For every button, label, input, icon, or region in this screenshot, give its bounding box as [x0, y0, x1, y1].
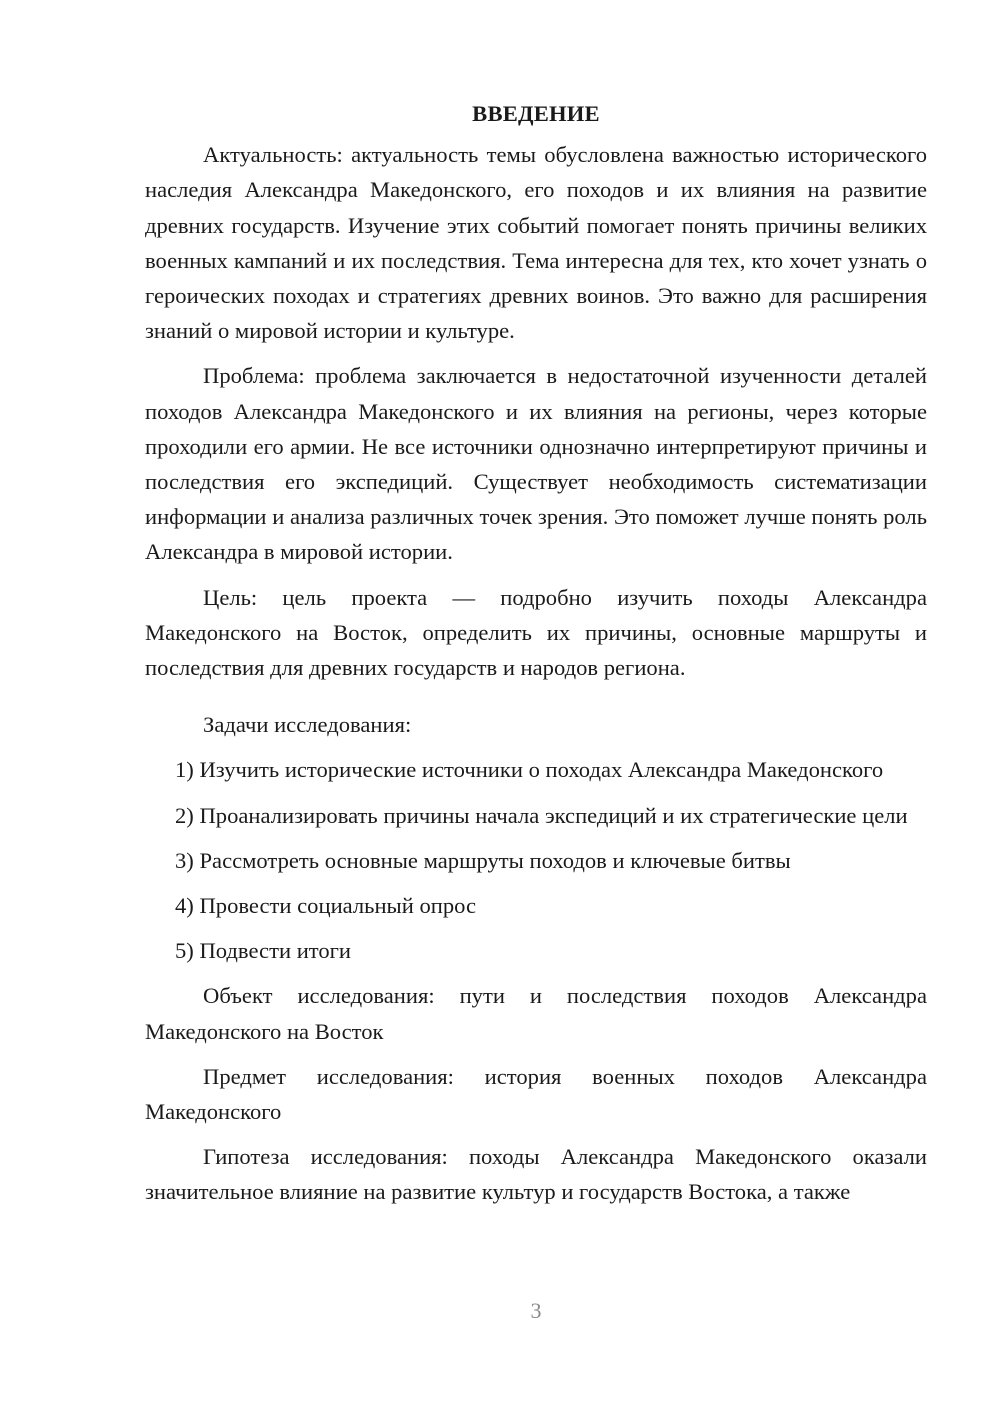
document-page [145, 96, 927, 1210]
paragraph-relevance: Актуальность: актуальность темы обусловлена важностью исторического наследия Александра Македонского, его походов и их влияния на развитие древних государств. Изучение этих событий помогает понять причины великих военных кампаний и их последствия. Тема интересна для тех, кто хочет узнать о героических походах и стратегиях древних воинов. Это важно для расширения знаний о мировой истории и культуре. [145, 142, 927, 344]
task-item: 1) Изучить исторические источники о походах Александра Македонского [175, 757, 884, 783]
task-item: 2) Проанализировать причины начала экспедиций и их стратегические цели [175, 802, 908, 828]
task-item: 4) Провести социальный опрос [175, 893, 477, 919]
section-title: ВВЕДЕНИЕ [472, 101, 600, 126]
task-item: 3) Рассмотреть основные маршруты походов и ключевые битвы [175, 847, 791, 873]
paragraph-subject: Предмет исследования: история военных походов Александра Македонского [145, 1063, 927, 1125]
tasks-heading: Задачи исследования: [203, 712, 412, 738]
paragraph-problem: Проблема: проблема заключается в недостаточной изученности деталей походов Александра Македонского и их влияния на регионы, через которые проходили его армии. Не все источники однозначно интерпретируют причины и последствия его экспедиций. Существует необходимость систематизации информации и анализа различных точек зрения. Это поможет лучше понять роль Александра в мировой истории. [145, 363, 927, 565]
page-number: 3 [530, 1298, 542, 1323]
paragraph-object: Объект исследования: пути и последствия походов Александра Македонского на Восток [145, 983, 927, 1044]
task-item: 5) Подвести итоги [175, 938, 352, 964]
paragraph-hypothesis: Гипотеза исследования: походы Александра Македонского оказали значительное влияние на развитие культур и государств Востока, а также [145, 1144, 927, 1205]
paragraph-goal: Цель: цель проекта — подробно изучить походы Александра Македонского на Восток, определить их причины, основные маршруты и последствия для древних государств и народов региона. [145, 584, 927, 681]
